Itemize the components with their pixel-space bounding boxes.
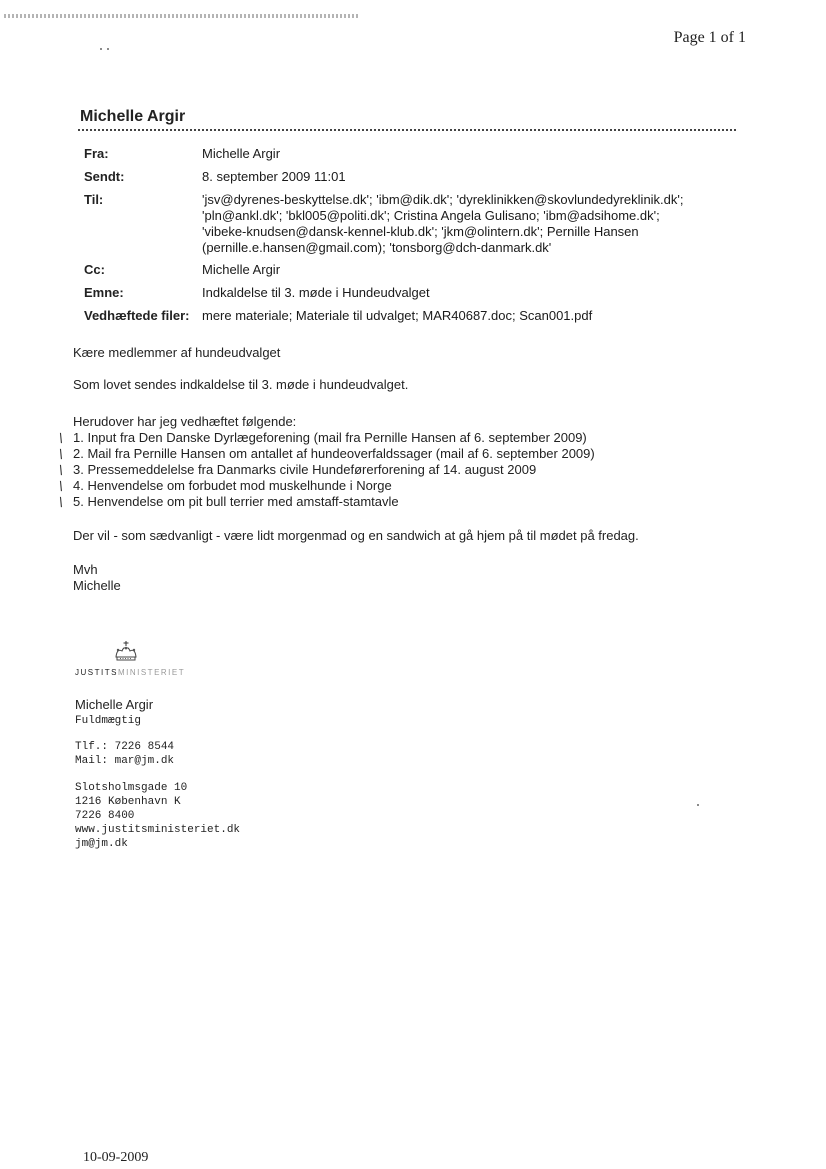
header-row-from	[84, 146, 744, 169]
list-item-text: 3. Pressemeddelelse fra Danmarks civile Hundeførerforening af 14. august 2009	[73, 462, 537, 477]
handwritten-tick-icon: \	[57, 446, 65, 462]
list-intro: Herudover har jeg vedhæftet følgende:	[73, 414, 297, 429]
header-row-sent	[84, 169, 744, 192]
regards: Mvh	[73, 562, 98, 577]
list-item-text: 5. Henvendelse om pit bull terrier med amstaff-stamtavle	[73, 494, 399, 509]
address-line: www.justitsministeriet.dk	[75, 824, 241, 836]
sent-value: 8. september 2009 11:01	[202, 169, 346, 184]
email-signature	[75, 640, 375, 850]
address-line: 7226 8400	[75, 810, 135, 822]
cc-value: Michelle Argir	[202, 262, 281, 277]
attachments-label: Vedhæftede filer:	[84, 308, 190, 323]
scan-artifact-dots	[4, 14, 360, 18]
scan-speck	[107, 48, 109, 50]
handwritten-tick-icon: \	[57, 494, 65, 510]
attachment-list-item	[57, 446, 753, 462]
logo-text-bold: JUSTITS	[75, 668, 118, 677]
header-row-subject	[84, 285, 744, 308]
page-number: Page 1 of 1	[673, 29, 746, 46]
signature-name: Michelle Argir	[75, 697, 154, 712]
attachment-list-item	[57, 462, 753, 478]
closing-note: Der vil - som sædvanligt - være lidt morgenmad og en sandwich at gå hjem på til mødet på fredag.	[73, 528, 639, 543]
signoff: Michelle	[73, 578, 121, 593]
from-value: Michelle Argir	[202, 146, 281, 161]
handwritten-tick-icon: \	[57, 462, 65, 478]
ministry-logo	[75, 640, 195, 680]
footer-date: 10-09-2009	[83, 1150, 149, 1165]
attachment-list-item	[57, 430, 753, 446]
logo-text-faint: MINISTERIET	[117, 668, 186, 677]
to-line: 'vibeke-knudsen@dansk-kennel-klub.dk'; 'jkm@olintern.dk'; Pernille Hansen	[202, 224, 639, 239]
greeting: Kære medlemmer af hundeudvalget	[73, 345, 281, 360]
subject-value: Indkaldelse til 3. møde i Hundeudvalget	[202, 285, 430, 300]
header-row-attachments	[84, 308, 744, 331]
address-line: jm@jm.dk	[75, 838, 128, 850]
to-line: 'jsv@dyrenes-beskyttelse.dk'; 'ibm@dik.dk'; 'dyreklinikken@skovlundedyreklinik.dk';	[202, 192, 684, 207]
attachment-list-item	[57, 494, 753, 510]
scan-speck	[697, 804, 699, 806]
to-label: Til:	[84, 192, 104, 207]
crown-icon	[113, 640, 139, 664]
attachment-list-item	[57, 478, 753, 494]
to-value	[202, 192, 744, 262]
ministry-logo-text	[75, 666, 185, 680]
sent-label: Sendt:	[84, 169, 125, 184]
header-row-to	[84, 192, 744, 262]
cc-label: Cc:	[84, 262, 105, 277]
from-label: Fra:	[84, 146, 109, 161]
to-line: (pernille.e.hansen@gmail.com); 'tonsborg@dch-danmark.dk'	[202, 240, 552, 255]
attachments-value: mere materiale; Materiale til udvalget; MAR40687.doc; Scan001.pdf	[202, 308, 593, 323]
header-divider	[78, 129, 736, 131]
subject-label: Emne:	[84, 285, 124, 300]
address-line: Slotsholmsgade 10	[75, 782, 188, 794]
list-item-text: 1. Input fra Den Danske Dyrlægeforening (mail fra Pernille Hansen af 6. september 2009)	[73, 430, 587, 445]
header-row-cc	[84, 262, 744, 285]
signature-address	[75, 781, 240, 851]
list-item-text: 4. Henvendelse om forbudet mod muskelhunde i Norge	[73, 478, 392, 493]
email-headers	[84, 146, 744, 331]
handwritten-tick-icon: \	[57, 430, 65, 446]
signature-phone: Tlf.: 7226 8544	[75, 741, 175, 753]
sender-title: Michelle Argir	[80, 108, 186, 125]
address-line: 1216 København K	[75, 796, 181, 808]
email-body	[57, 345, 753, 594]
to-line: 'pln@ankl.dk'; 'bkl005@politi.dk'; Cristina Angela Gulisano; 'ibm@adsihome.dk';	[202, 208, 660, 223]
handwritten-tick-icon: \	[57, 478, 65, 494]
list-item-text: 2. Mail fra Pernille Hansen om antallet af hundeoverfaldssager (mail af 6. september 2009)	[73, 446, 595, 461]
intro-text: Som lovet sendes indkaldelse til 3. møde i hundeudvalget.	[73, 377, 409, 392]
scan-speck	[100, 48, 102, 50]
signature-role: Fuldmægtig	[75, 715, 142, 727]
signature-mail: Mail: mar@jm.dk	[75, 755, 175, 767]
